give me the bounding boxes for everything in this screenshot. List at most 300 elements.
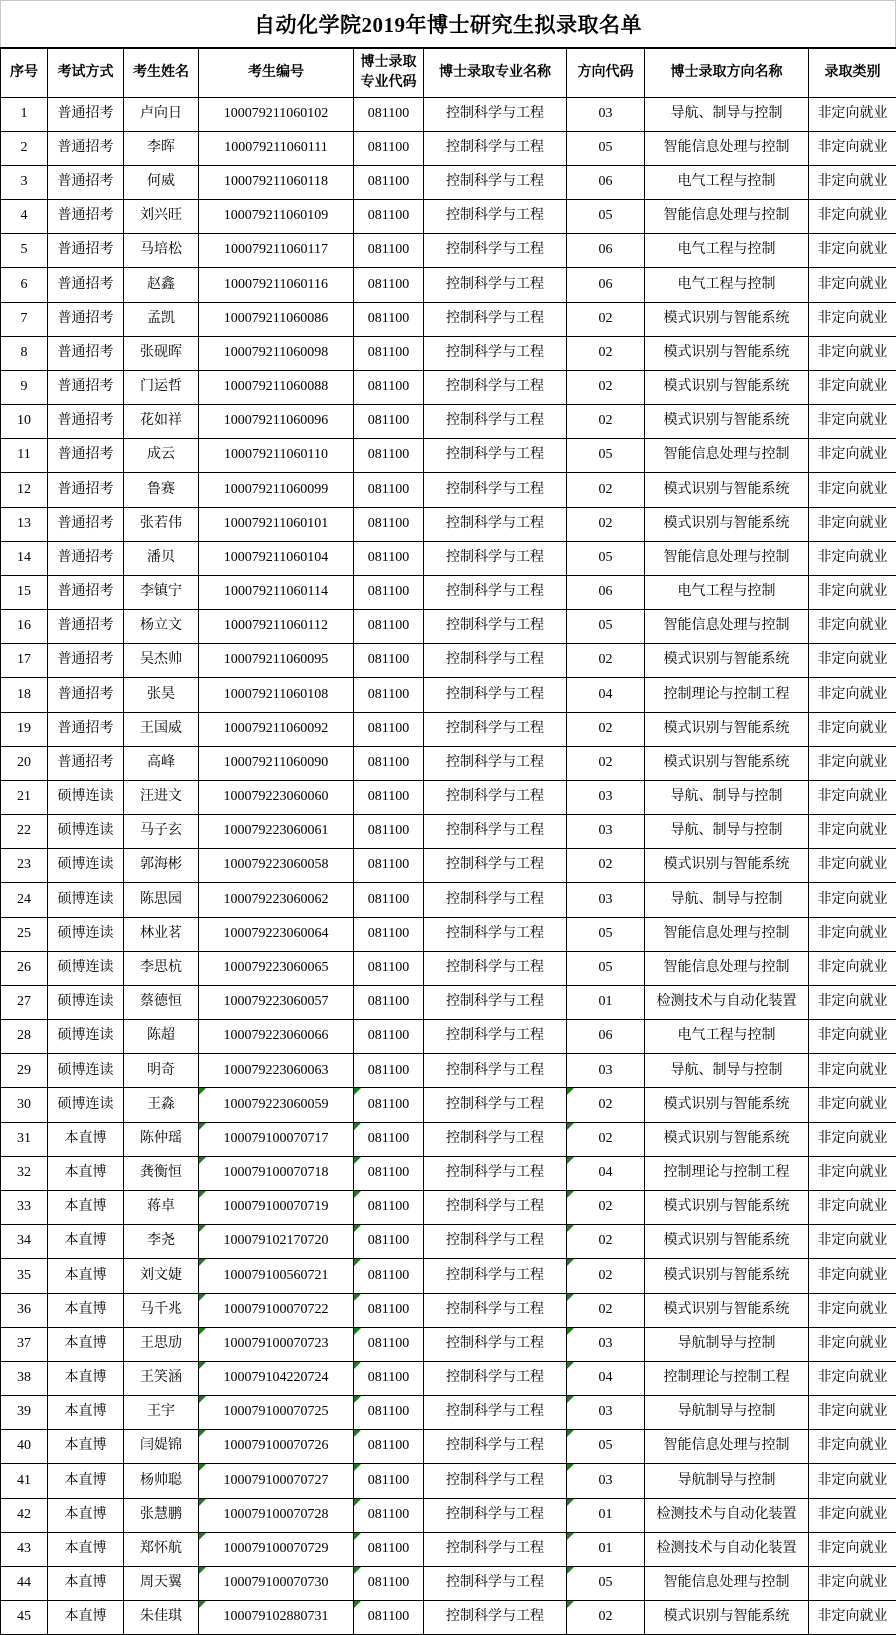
cell-candidate-id: 100079223060058 — [199, 849, 354, 883]
cell-candidate-name: 张慧鹏 — [124, 1498, 199, 1532]
cell-candidate-name: 林业茗 — [124, 917, 199, 951]
cell-index: 44 — [1, 1566, 48, 1600]
cell-candidate-id: 100079223060064 — [199, 917, 354, 951]
cell-candidate-id: 100079211060118 — [199, 165, 354, 199]
cell-candidate-name: 刘文婕 — [124, 1259, 199, 1293]
cell-direction-name: 智能信息处理与控制 — [645, 541, 809, 575]
cell-major-name: 控制科学与工程 — [424, 678, 567, 712]
cell-index: 7 — [1, 302, 48, 336]
cell-major-code: 081100 — [354, 951, 424, 985]
cell-candidate-name: 高峰 — [124, 746, 199, 780]
table-row — [1, 1464, 896, 1498]
cell-exam-type: 本直博 — [48, 1225, 124, 1259]
cell-admission-category: 非定向就业 — [809, 644, 896, 678]
cell-direction-code: 03 — [567, 815, 645, 849]
cell-index: 23 — [1, 849, 48, 883]
cell-major-code: 081100 — [354, 234, 424, 268]
cell-direction-name: 模式识别与智能系统 — [645, 507, 809, 541]
cell-direction-name: 模式识别与智能系统 — [645, 712, 809, 746]
cell-major-name: 控制科学与工程 — [424, 1259, 567, 1293]
cell-major-name: 控制科学与工程 — [424, 815, 567, 849]
cell-major-code: 081100 — [354, 1191, 424, 1225]
cell-direction-code: 03 — [567, 883, 645, 917]
cell-exam-type: 普通招考 — [48, 268, 124, 302]
cell-major-name: 控制科学与工程 — [424, 439, 567, 473]
cell-major-name: 控制科学与工程 — [424, 541, 567, 575]
cell-candidate-name: 郭海彬 — [124, 849, 199, 883]
cell-index: 31 — [1, 1122, 48, 1156]
cell-major-code: 081100 — [354, 1498, 424, 1532]
cell-direction-name: 电气工程与控制 — [645, 1020, 809, 1054]
cell-exam-type: 本直博 — [48, 1601, 124, 1635]
cell-direction-name: 电气工程与控制 — [645, 165, 809, 199]
header-exam-type: 考试方式 — [48, 48, 124, 97]
cell-major-name: 控制科学与工程 — [424, 302, 567, 336]
cell-direction-code: 05 — [567, 917, 645, 951]
cell-direction-name: 智能信息处理与控制 — [645, 1566, 809, 1600]
table-row — [1, 1191, 896, 1225]
cell-candidate-name: 杨立文 — [124, 610, 199, 644]
cell-major-name: 控制科学与工程 — [424, 883, 567, 917]
cell-exam-type: 硕博连读 — [48, 1020, 124, 1054]
cell-exam-type: 硕博连读 — [48, 951, 124, 985]
table-row — [1, 1054, 896, 1088]
cell-admission-category: 非定向就业 — [809, 1020, 896, 1054]
cell-direction-name: 导航、制导与控制 — [645, 1054, 809, 1088]
cell-major-name: 控制科学与工程 — [424, 1054, 567, 1088]
cell-major-code: 081100 — [354, 917, 424, 951]
table-row — [1, 131, 896, 165]
cell-candidate-name: 鲁赛 — [124, 473, 199, 507]
cell-admission-category: 非定向就业 — [809, 917, 896, 951]
cell-major-name: 控制科学与工程 — [424, 951, 567, 985]
cell-exam-type: 普通招考 — [48, 610, 124, 644]
cell-index: 18 — [1, 678, 48, 712]
cell-index: 3 — [1, 165, 48, 199]
cell-admission-category: 非定向就业 — [809, 1430, 896, 1464]
cell-major-code: 081100 — [354, 712, 424, 746]
cell-candidate-name: 闫媞锦 — [124, 1430, 199, 1464]
cell-direction-code: 05 — [567, 1430, 645, 1464]
cell-exam-type: 硕博连读 — [48, 1054, 124, 1088]
cell-direction-name: 模式识别与智能系统 — [645, 302, 809, 336]
table-row — [1, 1601, 896, 1635]
cell-direction-code: 02 — [567, 1122, 645, 1156]
cell-major-name: 控制科学与工程 — [424, 1156, 567, 1190]
cell-major-code: 081100 — [354, 883, 424, 917]
cell-index: 14 — [1, 541, 48, 575]
table-row — [1, 439, 896, 473]
cell-admission-category: 非定向就业 — [809, 165, 896, 199]
cell-candidate-id: 100079100070726 — [199, 1430, 354, 1464]
cell-direction-name: 智能信息处理与控制 — [645, 951, 809, 985]
cell-candidate-id: 100079100070728 — [199, 1498, 354, 1532]
cell-direction-code: 04 — [567, 1156, 645, 1190]
cell-direction-name: 控制理论与控制工程 — [645, 1361, 809, 1395]
cell-candidate-id: 100079223060062 — [199, 883, 354, 917]
cell-index: 40 — [1, 1430, 48, 1464]
cell-major-code: 081100 — [354, 507, 424, 541]
cell-admission-category: 非定向就业 — [809, 439, 896, 473]
cell-direction-name: 检测技术与自动化装置 — [645, 1498, 809, 1532]
cell-major-code: 081100 — [354, 405, 424, 439]
cell-direction-name: 智能信息处理与控制 — [645, 131, 809, 165]
cell-candidate-name: 成云 — [124, 439, 199, 473]
table-row — [1, 1225, 896, 1259]
cell-exam-type: 普通招考 — [48, 712, 124, 746]
cell-direction-name: 模式识别与智能系统 — [645, 1225, 809, 1259]
cell-candidate-name: 陈思园 — [124, 883, 199, 917]
cell-index: 42 — [1, 1498, 48, 1532]
cell-major-name: 控制科学与工程 — [424, 131, 567, 165]
cell-index: 35 — [1, 1259, 48, 1293]
table-row — [1, 1122, 896, 1156]
cell-direction-name: 模式识别与智能系统 — [645, 1259, 809, 1293]
cell-admission-category: 非定向就业 — [809, 849, 896, 883]
cell-admission-category: 非定向就业 — [809, 405, 896, 439]
cell-candidate-name: 张昊 — [124, 678, 199, 712]
cell-admission-category: 非定向就业 — [809, 1088, 896, 1122]
cell-index: 28 — [1, 1020, 48, 1054]
cell-admission-category: 非定向就业 — [809, 951, 896, 985]
cell-candidate-id: 100079223060060 — [199, 780, 354, 814]
cell-major-name: 控制科学与工程 — [424, 336, 567, 370]
cell-direction-code: 05 — [567, 541, 645, 575]
cell-direction-name: 电气工程与控制 — [645, 268, 809, 302]
cell-major-name: 控制科学与工程 — [424, 780, 567, 814]
cell-candidate-id: 100079211060117 — [199, 234, 354, 268]
table-row — [1, 712, 896, 746]
cell-major-code: 081100 — [354, 541, 424, 575]
cell-index: 22 — [1, 815, 48, 849]
cell-candidate-name: 吴杰帅 — [124, 644, 199, 678]
table-row — [1, 268, 896, 302]
cell-candidate-name: 王国威 — [124, 712, 199, 746]
cell-exam-type: 硕博连读 — [48, 985, 124, 1019]
cell-candidate-id: 100079211060102 — [199, 97, 354, 131]
cell-direction-code: 05 — [567, 951, 645, 985]
header-admission-category: 录取类别 — [809, 48, 896, 97]
table-row — [1, 200, 896, 234]
cell-exam-type: 硕博连读 — [48, 780, 124, 814]
cell-major-code: 081100 — [354, 815, 424, 849]
cell-candidate-id: 100079211060088 — [199, 370, 354, 404]
cell-major-code: 081100 — [354, 1054, 424, 1088]
cell-candidate-id: 100079223060066 — [199, 1020, 354, 1054]
cell-exam-type: 硕博连读 — [48, 883, 124, 917]
cell-direction-name: 控制理论与控制工程 — [645, 678, 809, 712]
table-row — [1, 541, 896, 575]
cell-admission-category: 非定向就业 — [809, 1566, 896, 1600]
cell-major-name: 控制科学与工程 — [424, 712, 567, 746]
table-row — [1, 917, 896, 951]
cell-candidate-name: 朱佳琪 — [124, 1601, 199, 1635]
cell-major-code: 081100 — [354, 1259, 424, 1293]
cell-direction-code: 03 — [567, 1054, 645, 1088]
cell-index: 38 — [1, 1361, 48, 1395]
cell-candidate-name: 王思劢 — [124, 1327, 199, 1361]
table-row — [1, 985, 896, 1019]
cell-major-name: 控制科学与工程 — [424, 268, 567, 302]
cell-major-code: 081100 — [354, 268, 424, 302]
cell-exam-type: 普通招考 — [48, 439, 124, 473]
table-row — [1, 575, 896, 609]
cell-exam-type: 普通招考 — [48, 541, 124, 575]
cell-exam-type: 普通招考 — [48, 336, 124, 370]
cell-major-name: 控制科学与工程 — [424, 1532, 567, 1566]
cell-candidate-id: 100079211060108 — [199, 678, 354, 712]
cell-index: 8 — [1, 336, 48, 370]
cell-major-name: 控制科学与工程 — [424, 234, 567, 268]
cell-direction-name: 控制理论与控制工程 — [645, 1156, 809, 1190]
cell-candidate-name: 门运哲 — [124, 370, 199, 404]
cell-major-code: 081100 — [354, 131, 424, 165]
cell-index: 36 — [1, 1293, 48, 1327]
cell-admission-category: 非定向就业 — [809, 815, 896, 849]
cell-index: 15 — [1, 575, 48, 609]
header-direction-name: 博士录取方向名称 — [645, 48, 809, 97]
cell-candidate-id: 100079100070725 — [199, 1396, 354, 1430]
cell-index: 45 — [1, 1601, 48, 1635]
cell-candidate-name: 周天翼 — [124, 1566, 199, 1600]
cell-major-code: 081100 — [354, 1088, 424, 1122]
cell-candidate-id: 100079223060061 — [199, 815, 354, 849]
cell-candidate-id: 100079223060059 — [199, 1088, 354, 1122]
cell-candidate-id: 100079211060109 — [199, 200, 354, 234]
cell-direction-code: 02 — [567, 405, 645, 439]
cell-exam-type: 本直博 — [48, 1566, 124, 1600]
cell-direction-name: 模式识别与智能系统 — [645, 1293, 809, 1327]
cell-major-code: 081100 — [354, 1225, 424, 1259]
cell-major-code: 081100 — [354, 985, 424, 1019]
cell-index: 13 — [1, 507, 48, 541]
cell-admission-category: 非定向就业 — [809, 678, 896, 712]
cell-candidate-id: 100079100070729 — [199, 1532, 354, 1566]
table-body — [1, 97, 896, 1635]
cell-direction-code: 06 — [567, 234, 645, 268]
table-row — [1, 883, 896, 917]
cell-admission-category: 非定向就业 — [809, 234, 896, 268]
cell-direction-code: 01 — [567, 1498, 645, 1532]
cell-index: 16 — [1, 610, 48, 644]
cell-direction-name: 模式识别与智能系统 — [645, 1601, 809, 1635]
cell-direction-name: 智能信息处理与控制 — [645, 917, 809, 951]
cell-direction-name: 电气工程与控制 — [645, 575, 809, 609]
cell-candidate-name: 王笑涵 — [124, 1361, 199, 1395]
cell-candidate-name: 卢向日 — [124, 97, 199, 131]
cell-admission-category: 非定向就业 — [809, 541, 896, 575]
table-row — [1, 1396, 896, 1430]
cell-major-code: 081100 — [354, 336, 424, 370]
cell-candidate-id: 100079102880731 — [199, 1601, 354, 1635]
cell-index: 25 — [1, 917, 48, 951]
cell-major-name: 控制科学与工程 — [424, 97, 567, 131]
table-row — [1, 1566, 896, 1600]
table-row — [1, 815, 896, 849]
cell-major-code: 081100 — [354, 1361, 424, 1395]
header-direction-code: 方向代码 — [567, 48, 645, 97]
cell-candidate-name: 汪进文 — [124, 780, 199, 814]
cell-candidate-name: 李尧 — [124, 1225, 199, 1259]
cell-candidate-id: 100079211060092 — [199, 712, 354, 746]
cell-admission-category: 非定向就业 — [809, 575, 896, 609]
cell-admission-category: 非定向就业 — [809, 370, 896, 404]
cell-candidate-id: 100079100070717 — [199, 1122, 354, 1156]
cell-candidate-name: 张砚晖 — [124, 336, 199, 370]
cell-direction-name: 导航制导与控制 — [645, 1464, 809, 1498]
cell-major-code: 081100 — [354, 1293, 424, 1327]
cell-major-name: 控制科学与工程 — [424, 1191, 567, 1225]
cell-direction-code: 02 — [567, 336, 645, 370]
cell-exam-type: 普通招考 — [48, 165, 124, 199]
cell-direction-code: 03 — [567, 1327, 645, 1361]
table-row — [1, 644, 896, 678]
cell-candidate-name: 马培松 — [124, 234, 199, 268]
cell-candidate-name: 明奇 — [124, 1054, 199, 1088]
cell-admission-category: 非定向就业 — [809, 1122, 896, 1156]
cell-direction-name: 导航制导与控制 — [645, 1327, 809, 1361]
cell-direction-code: 06 — [567, 268, 645, 302]
cell-direction-code: 05 — [567, 610, 645, 644]
cell-exam-type: 本直博 — [48, 1396, 124, 1430]
cell-index: 30 — [1, 1088, 48, 1122]
admission-roster-table — [0, 47, 896, 1635]
cell-candidate-name: 王淼 — [124, 1088, 199, 1122]
cell-index: 29 — [1, 1054, 48, 1088]
table-row — [1, 1430, 896, 1464]
header-index: 序号 — [1, 48, 48, 97]
cell-direction-code: 05 — [567, 439, 645, 473]
cell-admission-category: 非定向就业 — [809, 746, 896, 780]
cell-index: 27 — [1, 985, 48, 1019]
table-row — [1, 370, 896, 404]
cell-exam-type: 本直博 — [48, 1191, 124, 1225]
cell-major-name: 控制科学与工程 — [424, 1293, 567, 1327]
cell-major-code: 081100 — [354, 302, 424, 336]
cell-major-name: 控制科学与工程 — [424, 917, 567, 951]
cell-direction-name: 模式识别与智能系统 — [645, 370, 809, 404]
cell-direction-name: 模式识别与智能系统 — [645, 849, 809, 883]
cell-candidate-id: 100079211060116 — [199, 268, 354, 302]
table-row — [1, 473, 896, 507]
cell-admission-category: 非定向就业 — [809, 1464, 896, 1498]
cell-direction-name: 模式识别与智能系统 — [645, 1088, 809, 1122]
cell-candidate-name: 蔡德恒 — [124, 985, 199, 1019]
cell-major-name: 控制科学与工程 — [424, 405, 567, 439]
cell-candidate-id: 100079211060114 — [199, 575, 354, 609]
table-row — [1, 1532, 896, 1566]
table-row — [1, 678, 896, 712]
table-row — [1, 165, 896, 199]
cell-direction-code: 06 — [567, 165, 645, 199]
cell-candidate-id: 100079211060112 — [199, 610, 354, 644]
cell-major-code: 081100 — [354, 678, 424, 712]
header-candidate-id: 考生编号 — [199, 48, 354, 97]
cell-candidate-id: 100079211060104 — [199, 541, 354, 575]
cell-exam-type: 本直博 — [48, 1259, 124, 1293]
cell-index: 26 — [1, 951, 48, 985]
cell-direction-name: 导航、制导与控制 — [645, 815, 809, 849]
cell-exam-type: 硕博连读 — [48, 815, 124, 849]
cell-candidate-name: 王宇 — [124, 1396, 199, 1430]
cell-major-name: 控制科学与工程 — [424, 370, 567, 404]
cell-direction-code: 05 — [567, 1566, 645, 1600]
cell-major-name: 控制科学与工程 — [424, 165, 567, 199]
cell-direction-code: 02 — [567, 746, 645, 780]
cell-exam-type: 本直博 — [48, 1464, 124, 1498]
cell-admission-category: 非定向就业 — [809, 200, 896, 234]
cell-exam-type: 本直博 — [48, 1122, 124, 1156]
cell-exam-type: 本直博 — [48, 1498, 124, 1532]
cell-direction-code: 02 — [567, 473, 645, 507]
cell-exam-type: 本直博 — [48, 1532, 124, 1566]
cell-direction-code: 02 — [567, 1225, 645, 1259]
cell-direction-name: 导航制导与控制 — [645, 1396, 809, 1430]
cell-major-code: 081100 — [354, 746, 424, 780]
cell-candidate-id: 100079100070718 — [199, 1156, 354, 1190]
cell-admission-category: 非定向就业 — [809, 131, 896, 165]
cell-candidate-name: 花如祥 — [124, 405, 199, 439]
cell-direction-code: 06 — [567, 575, 645, 609]
cell-candidate-name: 李镇宁 — [124, 575, 199, 609]
cell-exam-type: 普通招考 — [48, 97, 124, 131]
table-row — [1, 1327, 896, 1361]
cell-candidate-name: 陈超 — [124, 1020, 199, 1054]
table-row — [1, 951, 896, 985]
cell-exam-type: 普通招考 — [48, 644, 124, 678]
cell-major-code: 081100 — [354, 849, 424, 883]
cell-index: 39 — [1, 1396, 48, 1430]
cell-admission-category: 非定向就业 — [809, 1601, 896, 1635]
cell-major-code: 081100 — [354, 165, 424, 199]
cell-direction-name: 模式识别与智能系统 — [645, 746, 809, 780]
cell-major-code: 081100 — [354, 1601, 424, 1635]
cell-major-name: 控制科学与工程 — [424, 746, 567, 780]
cell-direction-name: 模式识别与智能系统 — [645, 1191, 809, 1225]
cell-candidate-id: 100079211060090 — [199, 746, 354, 780]
cell-candidate-name: 马子玄 — [124, 815, 199, 849]
cell-index: 43 — [1, 1532, 48, 1566]
cell-major-name: 控制科学与工程 — [424, 1396, 567, 1430]
cell-direction-code: 06 — [567, 1020, 645, 1054]
cell-admission-category: 非定向就业 — [809, 1498, 896, 1532]
table-row — [1, 849, 896, 883]
cell-major-code: 081100 — [354, 200, 424, 234]
cell-major-name: 控制科学与工程 — [424, 1464, 567, 1498]
cell-major-name: 控制科学与工程 — [424, 1498, 567, 1532]
cell-direction-code: 05 — [567, 131, 645, 165]
cell-major-name: 控制科学与工程 — [424, 1020, 567, 1054]
cell-candidate-name: 陈仲瑶 — [124, 1122, 199, 1156]
cell-index: 34 — [1, 1225, 48, 1259]
cell-candidate-id: 100079211060086 — [199, 302, 354, 336]
cell-candidate-id: 100079223060057 — [199, 985, 354, 1019]
cell-admission-category: 非定向就业 — [809, 1156, 896, 1190]
cell-direction-name: 导航、制导与控制 — [645, 883, 809, 917]
cell-candidate-name: 孟凯 — [124, 302, 199, 336]
table-row — [1, 405, 896, 439]
cell-candidate-name: 潘贝 — [124, 541, 199, 575]
cell-direction-code: 02 — [567, 1191, 645, 1225]
cell-direction-code: 02 — [567, 1601, 645, 1635]
cell-exam-type: 本直博 — [48, 1361, 124, 1395]
cell-direction-name: 检测技术与自动化装置 — [645, 1532, 809, 1566]
cell-exam-type: 普通招考 — [48, 302, 124, 336]
table-row — [1, 1259, 896, 1293]
cell-major-name: 控制科学与工程 — [424, 849, 567, 883]
cell-admission-category: 非定向就业 — [809, 1225, 896, 1259]
table-row — [1, 1293, 896, 1327]
